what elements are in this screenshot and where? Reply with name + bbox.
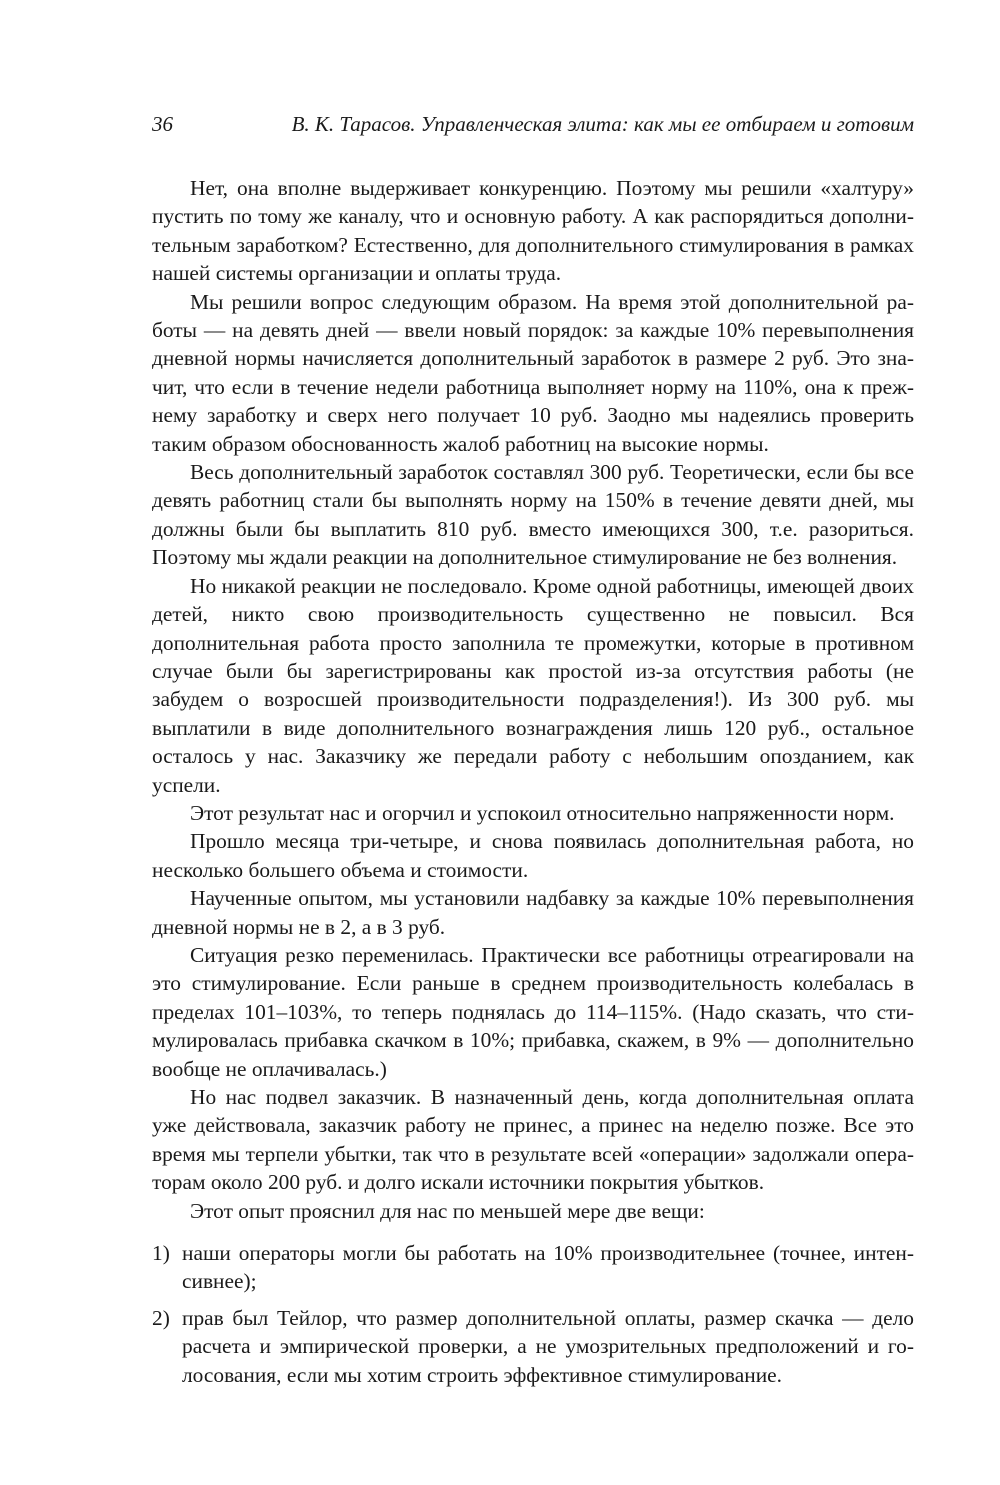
paragraph: Мы решили вопрос следующим образом. На время этой дополнительной работы — на девять дней — ввели новый порядок: за каждые 10% перевыполнения дневной нормы начисляется дополнительный заработок в размере 2 руб. Это значит, что если в течение недели работница выполняет норму на 110%, она к прежнему заработку и сверх него получает 10 руб. Заодно мы надеялись проверить таким образом обоснованность жалоб работниц на высокие нормы. [152,289,914,456]
paragraph: Но никакой реакции не последовало. Кроме одной работницы, имеющей двоих детей, никто свою производительность существенно не повысил. Вся дополнительная работа просто заполнила те промежутки, которые в противном случае были бы зарегистрированы как простой из-за отсутствия работы (не забудем о возросшей производительности подразделения!). Из 300 руб. мы выплатили в виде дополнительного вознаграждения лишь 120 руб., остальное осталось у нас. Заказчику же передали работу с небольшим опозданием, как успели. [152,573,914,797]
paragraph: Прошло месяца три-четыре, и снова появилась дополнительная работа, но несколько большего объема и стоимости. [152,829,914,882]
paragraph: Ситуация резко переменилась. Практически все работницы отреагировали на это стимулирование. Если раньше в среднем производительность колебалась в пределах 101–103%, то теперь поднялась до 114–115%. (Надо сказать, что стимулировалась прибавка скачком в 10%; прибавка, скажем, в 9% — дополнительно вообще не оплачивалась.) [152,942,914,1081]
paragraph: Этот результат нас и огорчил и успокоил относительно напряженности норм. [190,800,895,825]
list-item-text: наши операторы могли бы работать на 10% производительнее (точнее, интенсивнее); [182,1241,914,1294]
paragraph: Весь дополнительный заработок составлял 300 руб. Теоретически, если бы все девять работниц стали бы выполнять норму на 150% в течение девяти дней, мы должны были бы выплатить 810 руб. вместо имеющихся 300, т.е. разориться. Поэтому мы ждали реакции на дополнительное стимулирование не без волнения. [152,460,914,570]
page [152,112,914,1397]
page-number: 36 [152,112,173,136]
paragraph: Наученные опытом, мы установили надбавку за каждые 10% перевыполнения дневной нормы не в 2, а в 3 руб. [152,886,914,939]
running-title: В. К. Тарасов. Управленческая элита: как мы ее отбираем и готовим [291,112,914,136]
numbered-list [152,1239,914,1389]
list-item [152,1304,914,1389]
paragraph: Этот опыт прояснил для нас по меньшей мере две вещи: [190,1198,705,1223]
list-item-text: прав был Тейлор, что размер дополнительной оплаты, размер скачка — дело расчета и эмпирической проверки, а не умозрительных предположений и голосования, если мы хотим строить эффективное стимулирование. [182,1305,914,1387]
list-item [152,1239,914,1296]
running-header [152,112,914,142]
list-item-number: 1) [152,1241,170,1266]
list-item-number: 2) [152,1305,170,1330]
paragraph: Но нас подвел заказчик. В назначенный день, когда дополнительная оплата уже действовала, заказчик работу не принес, а принес на неделю позже. Все это время мы терпели убытки, так что в результате всей «операции» задолжали операторам около 200 руб. и долго искали источники покрытия убытков. [152,1085,914,1195]
paragraph: Нет, она вполне выдерживает конкуренцию. Поэтому мы решили «халтуру» пустить по тому же каналу, что и основную работу. А как распорядиться дополнительным заработком? Естественно, для дополнительного стимулирования в рамках нашей системы организации и оплаты труда. [152,176,914,286]
body-text [152,174,914,1389]
